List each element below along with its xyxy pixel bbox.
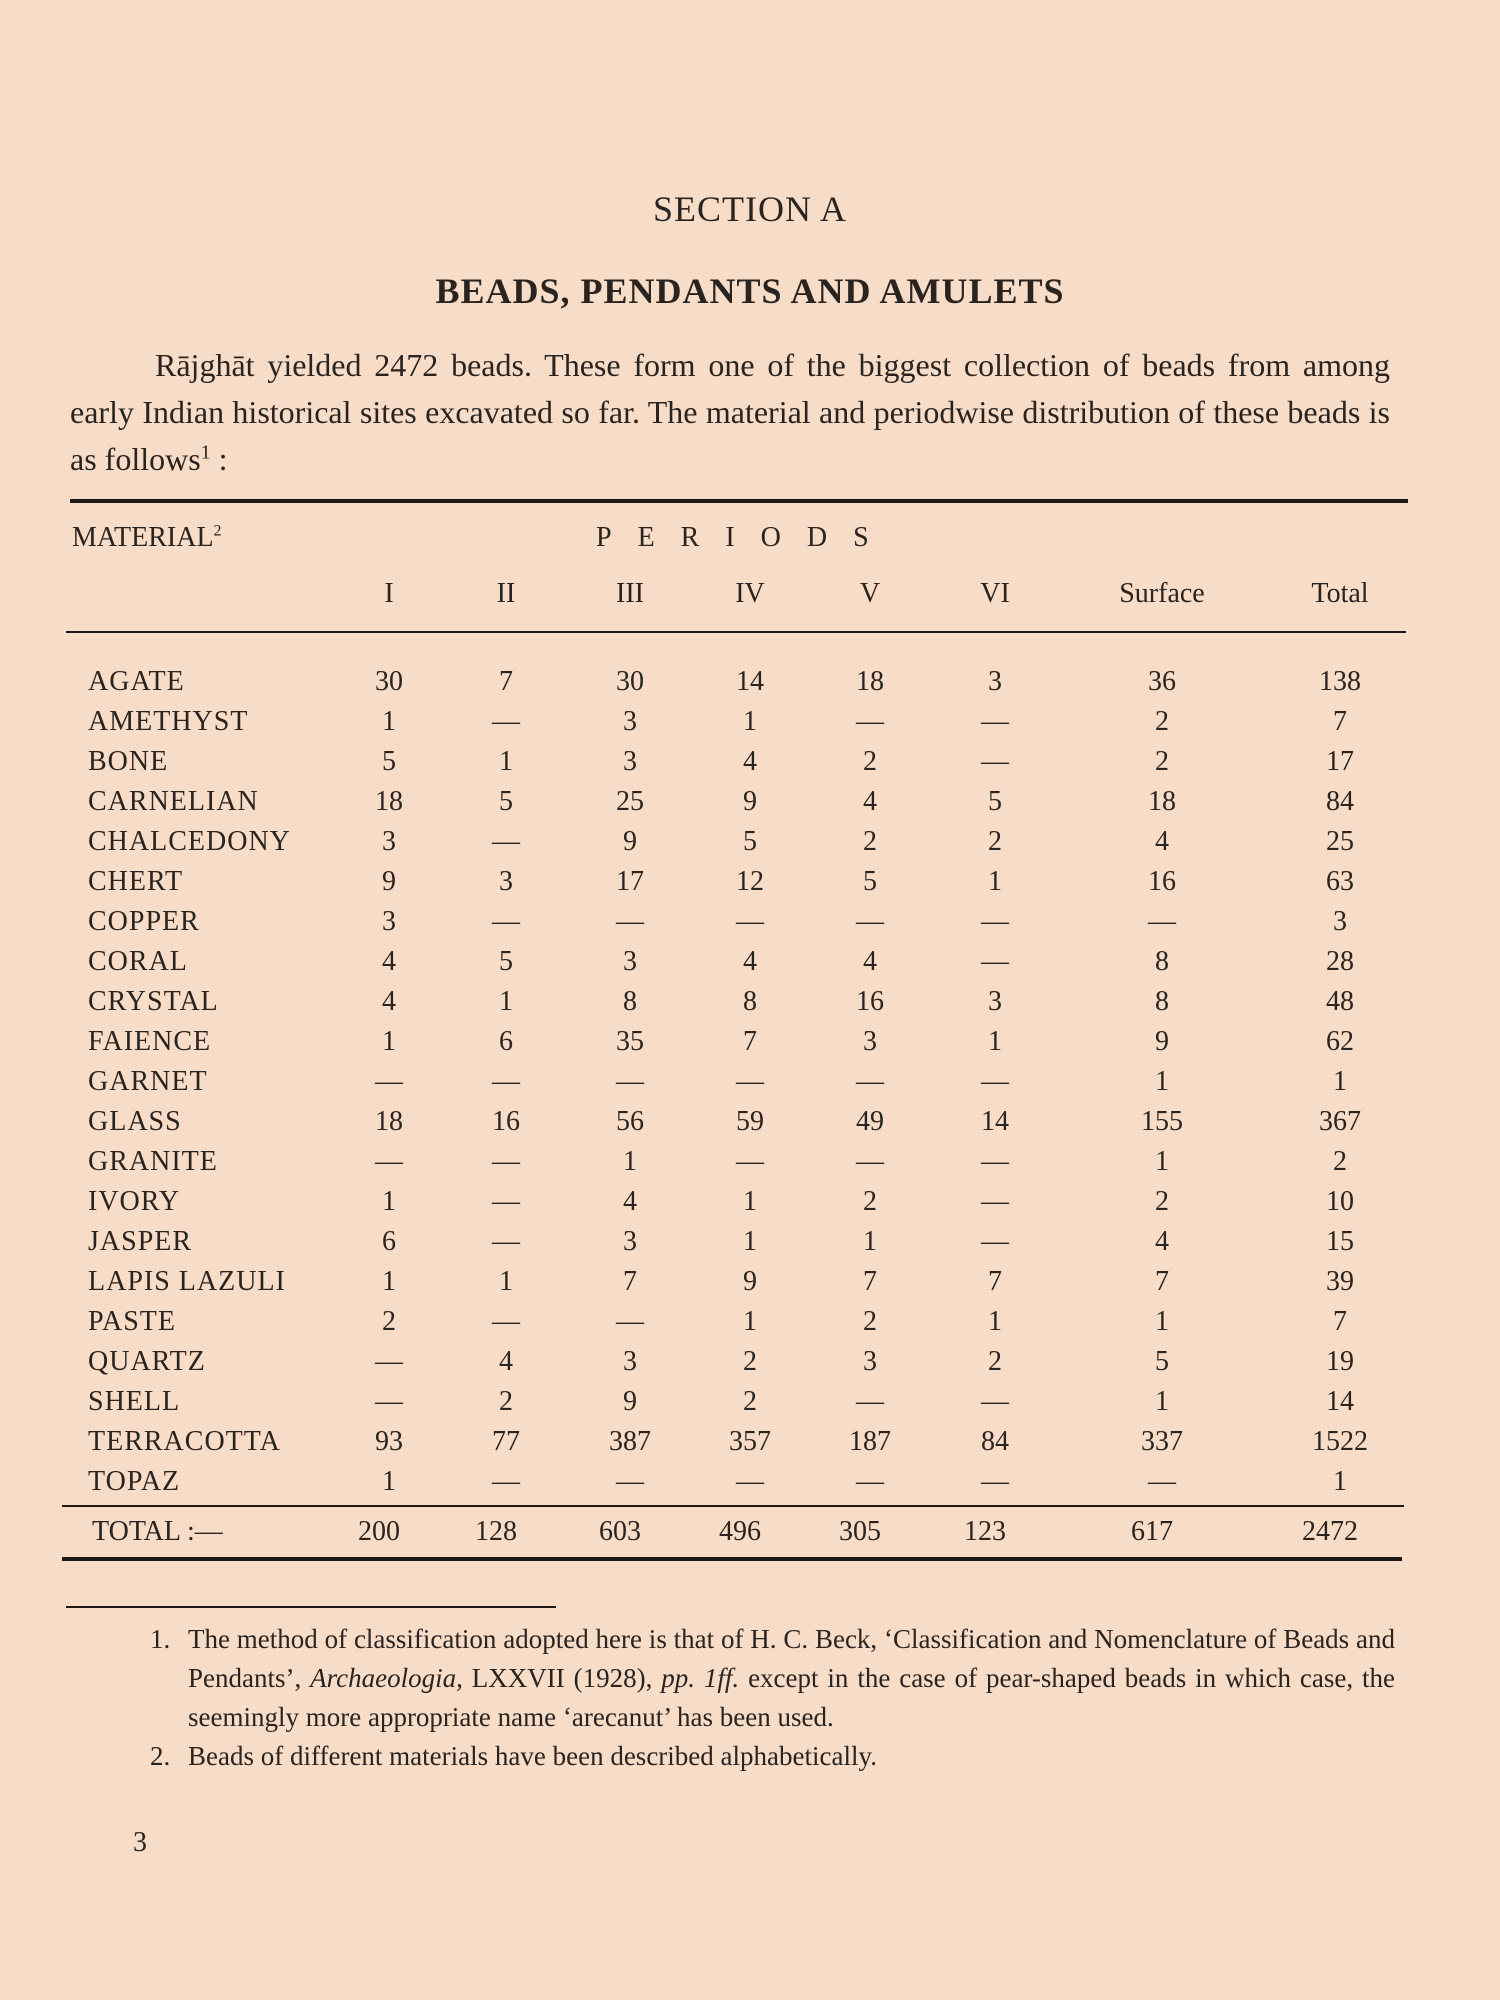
- row-material: AMETHYST: [88, 706, 249, 737]
- material-header: MATERIAL$^2$: [72, 522, 222, 553]
- cell-period-iii: —: [616, 906, 644, 937]
- row-material: JASPER: [88, 1226, 193, 1257]
- cell-surface: 4: [1155, 826, 1169, 857]
- cell-period-ii: 5: [499, 946, 513, 977]
- cell-period-iv: —: [736, 1146, 764, 1177]
- page-number: 3: [133, 1827, 147, 1858]
- cell-total: 39: [1326, 1266, 1354, 1297]
- cell-period-iii: 25: [616, 786, 644, 817]
- cell-surface: 155: [1141, 1106, 1183, 1137]
- cell-period-i: 1: [382, 706, 396, 737]
- cell-surface: —: [1148, 1466, 1176, 1497]
- cell-period-i: —: [375, 1346, 403, 1377]
- cell-period-iv: 2: [743, 1386, 757, 1417]
- intro-colon: :: [210, 441, 228, 477]
- total-period-vi: 123: [964, 1516, 1006, 1547]
- cell-period-v: 187: [849, 1426, 891, 1457]
- cell-surface: 2: [1155, 706, 1169, 737]
- cell-period-iii: 3: [623, 1346, 637, 1377]
- cell-period-iv: —: [736, 906, 764, 937]
- cell-period-iii: 4: [623, 1186, 637, 1217]
- cell-period-i: 4: [382, 986, 396, 1017]
- intro-text: Rājghāt yielded 2472 beads. These form one of the biggest collection of beads from among early Indian historical sites excavated so far. The material and periodwise distribution of these beads is as follows: [70, 347, 1390, 477]
- cell-period-iv: 1: [743, 1186, 757, 1217]
- cell-period-iv: 1: [743, 1226, 757, 1257]
- cell-period-ii: 6: [499, 1026, 513, 1057]
- footnote-separator: [66, 1606, 556, 1608]
- cell-period-iv: 4: [743, 946, 757, 977]
- cell-surface: 2: [1155, 746, 1169, 777]
- cell-period-vi: 5: [988, 786, 1002, 817]
- cell-period-iii: —: [616, 1306, 644, 1337]
- cell-period-ii: 1: [499, 1266, 513, 1297]
- table-total-top-rule: [62, 1505, 1404, 1507]
- cell-period-vi: —: [981, 1146, 1009, 1177]
- row-material: CRYSTAL: [88, 986, 219, 1017]
- cell-period-ii: —: [492, 1066, 520, 1097]
- footnote-2-number: 2.: [150, 1741, 171, 1771]
- row-material: IVORY: [88, 1186, 181, 1217]
- cell-period-v: 4: [863, 786, 877, 817]
- row-material: CARNELIAN: [88, 786, 259, 817]
- footnote-1-number: 1.: [150, 1624, 171, 1654]
- cell-period-vi: —: [981, 1186, 1009, 1217]
- cell-total: 1: [1333, 1066, 1347, 1097]
- cell-total: 1: [1333, 1466, 1347, 1497]
- cell-period-vi: 14: [981, 1106, 1009, 1137]
- cell-period-vi: —: [981, 1466, 1009, 1497]
- cell-period-vi: 7: [988, 1266, 1002, 1297]
- cell-period-ii: —: [492, 906, 520, 937]
- cell-period-vi: 3: [988, 666, 1002, 697]
- cell-surface: 16: [1148, 866, 1176, 897]
- cell-period-iv: 9: [743, 786, 757, 817]
- cell-period-v: 2: [863, 1186, 877, 1217]
- cell-period-vi: 2: [988, 1346, 1002, 1377]
- cell-surface: 9: [1155, 1026, 1169, 1057]
- cell-period-iv: —: [736, 1066, 764, 1097]
- cell-surface: 337: [1141, 1426, 1183, 1457]
- cell-surface: 7: [1155, 1266, 1169, 1297]
- cell-period-ii: —: [492, 1146, 520, 1177]
- cell-period-i: 1: [382, 1026, 396, 1057]
- table-bottom-rule: [62, 1557, 1402, 1561]
- cell-total: 7: [1333, 1306, 1347, 1337]
- cell-period-i: 5: [382, 746, 396, 777]
- row-material: COPPER: [88, 906, 200, 937]
- cell-period-v: 16: [856, 986, 884, 1017]
- periods-header: PERIODS: [596, 522, 895, 553]
- cell-period-i: —: [375, 1066, 403, 1097]
- column-header-surface: Surface: [1119, 578, 1205, 609]
- cell-period-ii: —: [492, 1466, 520, 1497]
- cell-period-v: 18: [856, 666, 884, 697]
- row-material: GRANITE: [88, 1146, 218, 1177]
- cell-period-v: 2: [863, 746, 877, 777]
- cell-period-iv: 5: [743, 826, 757, 857]
- cell-period-iii: 1: [623, 1146, 637, 1177]
- cell-total: 25: [1326, 826, 1354, 857]
- footnote-1: [150, 1620, 1395, 1737]
- row-material: TOPAZ: [88, 1466, 181, 1497]
- cell-period-ii: 4: [499, 1346, 513, 1377]
- cell-period-i: 93: [375, 1426, 403, 1457]
- total-period-iv: 496: [719, 1516, 761, 1547]
- cell-period-iv: —: [736, 1466, 764, 1497]
- cell-period-iii: 7: [623, 1266, 637, 1297]
- row-material: LAPIS LAZULI: [88, 1266, 286, 1297]
- cell-period-ii: 16: [492, 1106, 520, 1137]
- row-material: CORAL: [88, 946, 188, 977]
- cell-period-i: 6: [382, 1226, 396, 1257]
- cell-period-iii: 56: [616, 1106, 644, 1137]
- cell-period-ii: 2: [499, 1386, 513, 1417]
- cell-surface: 4: [1155, 1226, 1169, 1257]
- cell-period-iii: —: [616, 1066, 644, 1097]
- cell-period-i: 1: [382, 1266, 396, 1297]
- cell-period-iii: —: [616, 1466, 644, 1497]
- cell-period-iv: 357: [729, 1426, 771, 1457]
- cell-period-iii: 9: [623, 1386, 637, 1417]
- cell-total: 84: [1326, 786, 1354, 817]
- footnotes: [150, 1620, 1395, 1776]
- cell-period-vi: —: [981, 706, 1009, 737]
- column-header-period-v: V: [859, 578, 881, 609]
- cell-period-v: 5: [863, 866, 877, 897]
- cell-period-iii: 17: [616, 866, 644, 897]
- section-label: SECTION A: [652, 189, 847, 229]
- row-material: PASTE: [88, 1306, 177, 1337]
- total-period-i: 200: [358, 1516, 400, 1547]
- total-surface: 617: [1131, 1516, 1173, 1547]
- cell-total: 15: [1326, 1226, 1354, 1257]
- cell-period-iii: 30: [616, 666, 644, 697]
- row-material: TERRACOTTA: [88, 1426, 281, 1457]
- cell-period-i: 18: [375, 786, 403, 817]
- cell-period-i: —: [375, 1386, 403, 1417]
- cell-period-iv: 7: [743, 1026, 757, 1057]
- cell-period-ii: 7: [499, 666, 513, 697]
- journal-title: Archaeologia,: [310, 1663, 463, 1693]
- cell-period-iii: 8: [623, 986, 637, 1017]
- cell-period-vi: —: [981, 1386, 1009, 1417]
- total-period-iii: 603: [599, 1516, 641, 1547]
- cell-surface: 5: [1155, 1346, 1169, 1377]
- total-total: 2472: [1302, 1516, 1358, 1547]
- cell-total: 3: [1333, 906, 1347, 937]
- cell-period-ii: —: [492, 1226, 520, 1257]
- cell-period-vi: —: [981, 1066, 1009, 1097]
- cell-period-ii: —: [492, 706, 520, 737]
- cell-period-vi: 84: [981, 1426, 1009, 1457]
- cell-period-v: 3: [863, 1346, 877, 1377]
- cell-period-ii: 77: [492, 1426, 520, 1457]
- cell-period-iii: 35: [616, 1026, 644, 1057]
- row-material: QUARTZ: [88, 1346, 206, 1377]
- cell-period-iii: 3: [623, 706, 637, 737]
- total-label: TOTAL :—: [92, 1516, 223, 1547]
- cell-period-vi: 1: [988, 1306, 1002, 1337]
- cell-period-v: 7: [863, 1266, 877, 1297]
- intro-paragraph: [70, 342, 1390, 483]
- column-header-period-vi: VI: [980, 578, 1010, 609]
- cell-surface: 1: [1155, 1066, 1169, 1097]
- material-header-ref: 2: [213, 522, 222, 540]
- cell-period-i: 18: [375, 1106, 403, 1137]
- column-header-period-i: I: [384, 578, 394, 609]
- row-material: FAIENCE: [88, 1026, 212, 1057]
- cell-total: 62: [1326, 1026, 1354, 1057]
- total-period-v: 305: [839, 1516, 881, 1547]
- row-material: GLASS: [88, 1106, 182, 1137]
- cell-total: 367: [1319, 1106, 1361, 1137]
- cell-period-v: 2: [863, 826, 877, 857]
- cell-period-iv: 9: [743, 1266, 757, 1297]
- cell-surface: 1: [1155, 1386, 1169, 1417]
- cell-surface: 8: [1155, 946, 1169, 977]
- cell-period-iii: 3: [623, 1226, 637, 1257]
- cell-period-ii: —: [492, 826, 520, 857]
- cell-period-iii: 9: [623, 826, 637, 857]
- cell-period-v: —: [856, 1466, 884, 1497]
- cell-period-v: 3: [863, 1026, 877, 1057]
- row-material: CHALCEDONY: [88, 826, 291, 857]
- cell-total: 14: [1326, 1386, 1354, 1417]
- cell-surface: 36: [1148, 666, 1176, 697]
- cell-total: 28: [1326, 946, 1354, 977]
- cell-period-iv: 2: [743, 1346, 757, 1377]
- cell-period-ii: —: [492, 1306, 520, 1337]
- cell-period-v: —: [856, 1066, 884, 1097]
- column-header-period-iv: IV: [735, 578, 765, 609]
- row-material: GARNET: [88, 1066, 208, 1097]
- row-material: AGATE: [88, 666, 185, 697]
- column-header-period-ii: II: [496, 578, 516, 609]
- cell-period-vi: —: [981, 906, 1009, 937]
- cell-period-i: 4: [382, 946, 396, 977]
- cell-period-ii: 1: [499, 986, 513, 1017]
- cell-period-i: —: [375, 1146, 403, 1177]
- cell-period-vi: 2: [988, 826, 1002, 857]
- row-material: CHERT: [88, 866, 184, 897]
- column-header-period-iii: III: [616, 578, 644, 609]
- cell-period-v: —: [856, 706, 884, 737]
- cell-period-vi: 1: [988, 866, 1002, 897]
- cell-period-v: —: [856, 1386, 884, 1417]
- cell-period-ii: 5: [499, 786, 513, 817]
- cell-period-iv: 59: [736, 1106, 764, 1137]
- cell-surface: 1: [1155, 1306, 1169, 1337]
- cell-period-vi: —: [981, 746, 1009, 777]
- intro-footnote-ref: 1: [200, 441, 211, 464]
- cell-total: 7: [1333, 706, 1347, 737]
- cell-period-iv: 4: [743, 746, 757, 777]
- table-top-rule: [70, 499, 1408, 503]
- cell-period-v: 49: [856, 1106, 884, 1137]
- cell-period-iv: 8: [743, 986, 757, 1017]
- row-material: SHELL: [88, 1386, 181, 1417]
- cell-period-i: 3: [382, 906, 396, 937]
- cell-period-iv: 12: [736, 866, 764, 897]
- cell-period-vi: 1: [988, 1026, 1002, 1057]
- cell-period-iv: 1: [743, 706, 757, 737]
- cell-total: 19: [1326, 1346, 1354, 1377]
- total-period-ii: 128: [475, 1516, 517, 1547]
- footnote-2: [150, 1737, 1395, 1776]
- cell-period-i: 1: [382, 1186, 396, 1217]
- cell-period-iii: 3: [623, 946, 637, 977]
- cell-surface: 8: [1155, 986, 1169, 1017]
- page-title: BEADS, PENDANTS AND AMULETS: [435, 271, 1065, 311]
- cell-total: 138: [1319, 666, 1361, 697]
- footnote-2-text: Beads of different materials have been described alphabetically.: [188, 1741, 877, 1771]
- cell-period-i: 1: [382, 1466, 396, 1497]
- row-material: BONE: [88, 746, 169, 777]
- cell-total: 63: [1326, 866, 1354, 897]
- cell-period-ii: 1: [499, 746, 513, 777]
- cell-period-ii: 3: [499, 866, 513, 897]
- cell-period-vi: 3: [988, 986, 1002, 1017]
- table-header-rule: [66, 631, 1406, 633]
- cell-period-i: 30: [375, 666, 403, 697]
- cell-period-iii: 3: [623, 746, 637, 777]
- cell-period-iv: 1: [743, 1306, 757, 1337]
- cell-period-v: —: [856, 1146, 884, 1177]
- page-ref: pp. 1ff.: [661, 1663, 740, 1693]
- cell-surface: 18: [1148, 786, 1176, 817]
- cell-total: 17: [1326, 746, 1354, 777]
- cell-period-i: 9: [382, 866, 396, 897]
- cell-period-i: 2: [382, 1306, 396, 1337]
- footnote-1-text: The method of classification adopted here is that of H. C. Beck, ‘Classification and Nomenclature of Beads and Pendants’, Archaeologia, LXXVII (1928), pp. 1ff. except in the case of pear-shaped beads in which case, the seemingly more appropriate name ‘arecanut’ has been used.: [188, 1624, 1395, 1732]
- cell-period-v: 4: [863, 946, 877, 977]
- cell-period-iii: 387: [609, 1426, 651, 1457]
- cell-period-vi: —: [981, 946, 1009, 977]
- cell-total: 1522: [1312, 1426, 1368, 1457]
- column-header-total: Total: [1311, 578, 1369, 609]
- cell-total: 48: [1326, 986, 1354, 1017]
- cell-period-v: 1: [863, 1226, 877, 1257]
- cell-period-v: —: [856, 906, 884, 937]
- cell-period-iv: 14: [736, 666, 764, 697]
- cell-period-v: 2: [863, 1306, 877, 1337]
- cell-surface: 1: [1155, 1146, 1169, 1177]
- cell-total: 10: [1326, 1186, 1354, 1217]
- cell-surface: 2: [1155, 1186, 1169, 1217]
- cell-period-ii: —: [492, 1186, 520, 1217]
- cell-surface: —: [1148, 906, 1176, 937]
- cell-period-i: 3: [382, 826, 396, 857]
- cell-total: 2: [1333, 1146, 1347, 1177]
- cell-period-vi: —: [981, 1226, 1009, 1257]
